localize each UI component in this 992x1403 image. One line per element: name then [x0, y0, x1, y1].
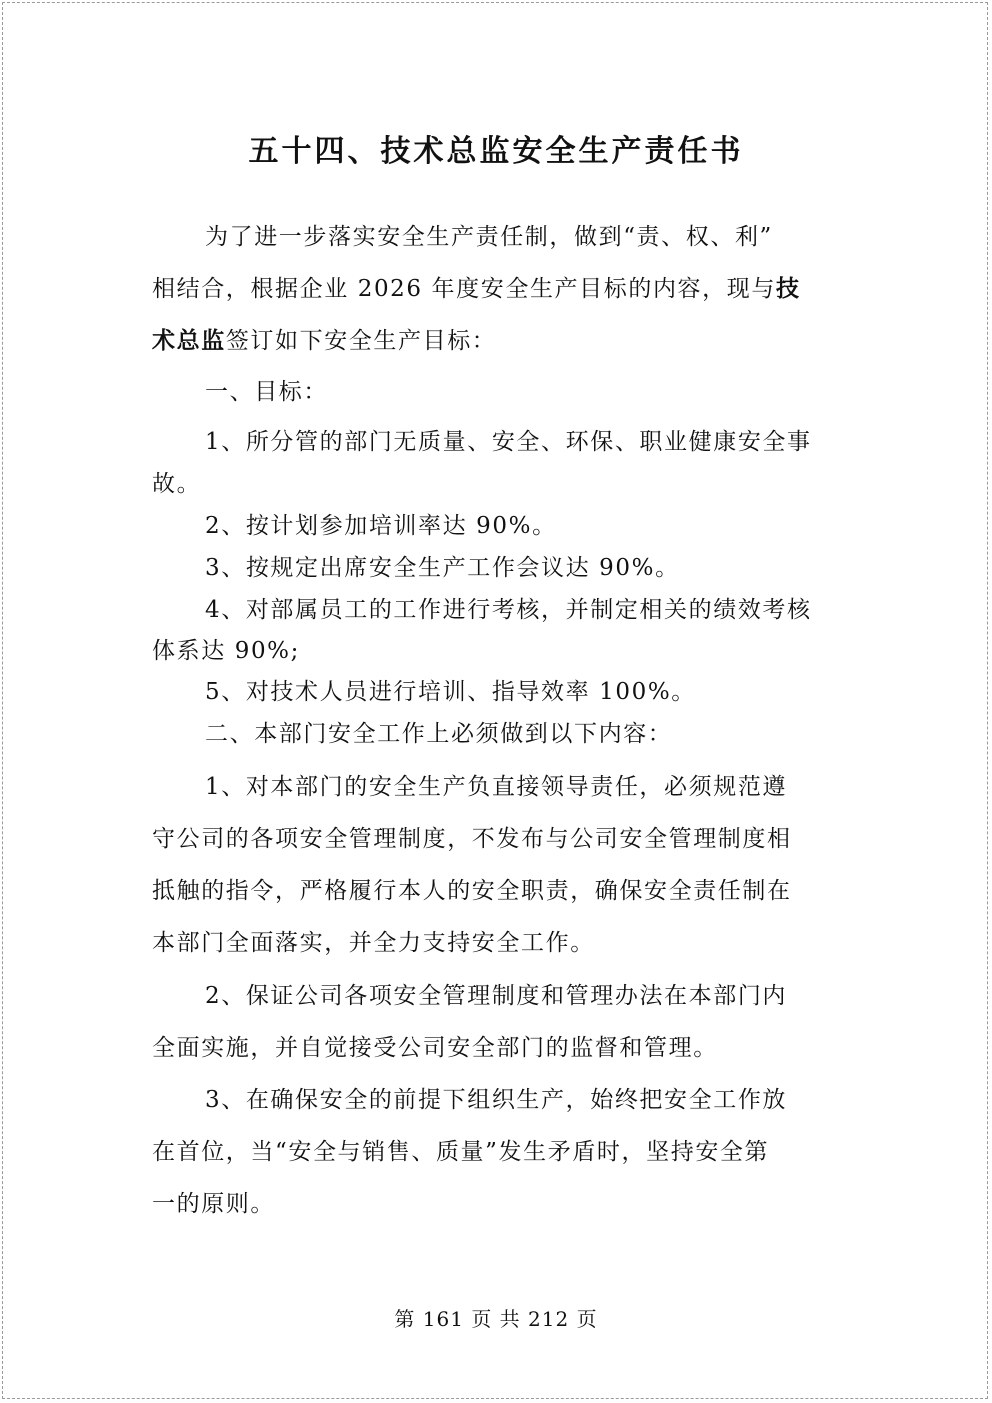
section2-p1-line4: 本部门全面落实，并全力支持安全工作。 — [152, 930, 595, 956]
section2-p2-line2: 全面实施，并自觉接受公司安全部门的监督和管理。 — [152, 1035, 718, 1061]
intro-line-3 — [152, 326, 496, 356]
section2-heading: 二、本部门安全工作上必须做到以下内容： — [205, 721, 673, 747]
footer-prefix: 第 — [394, 1307, 416, 1331]
intro-bold-role-start: 技 — [775, 275, 801, 302]
section1-item3: 3、按规定出席安全生产工作会议达 90%。 — [205, 555, 680, 581]
footer-current-page: 161 — [422, 1307, 464, 1331]
section2-p2-line1: 2、保证公司各项安全管理制度和管理办法在本部门内 — [205, 983, 788, 1009]
section2-p1-line1: 1、对本部门的安全生产负直接领导责任，必须规范遵 — [205, 774, 788, 800]
section2-p1-line2: 守公司的各项安全管理制度，不发布与公司安全管理制度相 — [152, 826, 792, 852]
section1-item1-line2: 故。 — [152, 471, 202, 497]
footer-suffix: 页 — [576, 1307, 598, 1331]
section1-item5: 5、对技术人员进行培训、指导效率 100%。 — [205, 679, 696, 705]
section2-p3-line3: 一的原则。 — [152, 1191, 275, 1217]
document-title: 五十四、技术总监安全生产责任书 — [248, 134, 744, 169]
section2-p3-line2: 在首位，当“安全与销售、质量”发生矛盾时，坚持安全第 — [152, 1139, 770, 1165]
section2-p1-line3: 抵触的指令，严格履行本人的安全职责，确保安全责任制在 — [152, 878, 792, 904]
intro-line-3-text: 签订如下安全生产目标： — [225, 328, 497, 354]
section1-item4-line1: 4、对部属员工的工作进行考核，并制定相关的绩效考核 — [205, 597, 812, 623]
section1-heading: 一、目标： — [205, 379, 328, 405]
section1-item4-line2: 体系达 90%; — [152, 638, 300, 664]
intro-line-2 — [152, 274, 801, 304]
section2-p3-line1: 3、在确保安全的前提下组织生产，始终把安全工作放 — [205, 1087, 788, 1113]
section1-item2: 2、按计划参加培训率达 90%。 — [205, 513, 557, 539]
intro-line-2-text: 相结合，根据企业 2026 年度安全生产目标的内容，现与 — [152, 276, 776, 302]
intro-line-1: 为了进一步落实安全生产责任制，做到“责、权、利” — [205, 224, 773, 250]
page-footer — [0, 1305, 992, 1333]
footer-middle: 页 共 — [471, 1307, 521, 1331]
footer-total-pages: 212 — [528, 1307, 570, 1331]
intro-bold-role: 术总监 — [152, 327, 226, 354]
section1-item1-line1: 1、所分管的部门无质量、安全、环保、职业健康安全事 — [205, 429, 812, 455]
